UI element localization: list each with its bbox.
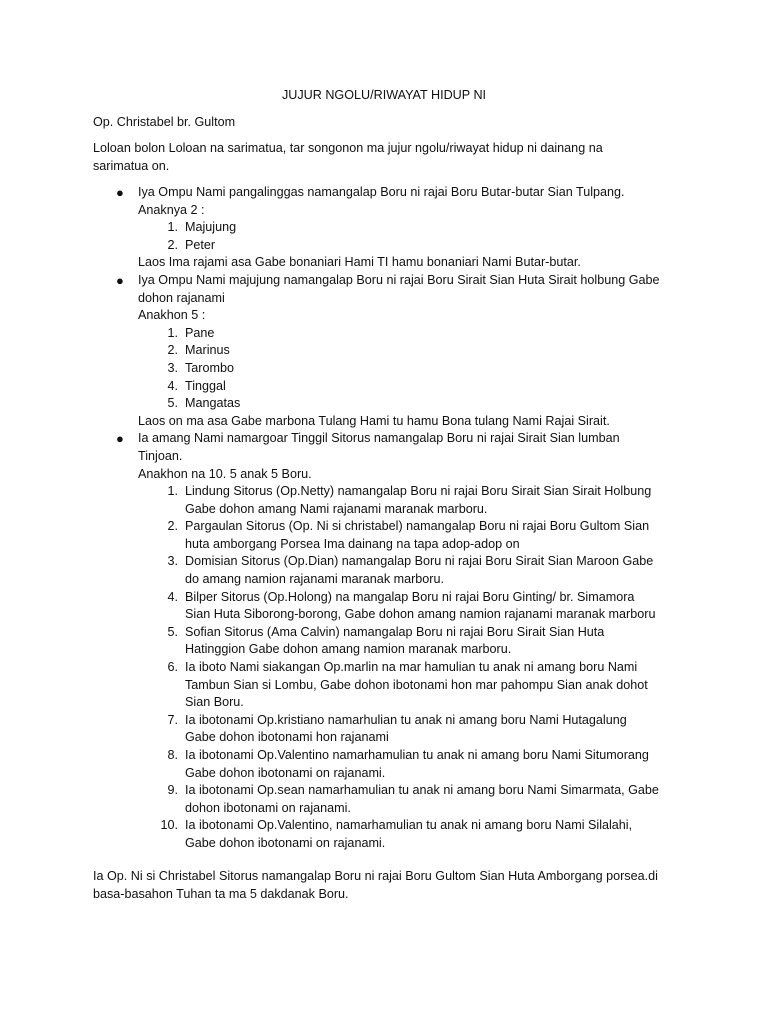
bullet-line: Anakhon na 10. 5 anak 5 Boru. [138, 466, 312, 481]
list-item: 1. Pane [167, 325, 215, 340]
list-item: 2. Pargaulan Sitorus (Op. Ni si christabel) namangalap Boru ni rajai Boru Gultom Sian huta amborgang Porsea Ima dainang na tapa adop-adop on [167, 519, 650, 551]
intro-line: sarimatua on. [93, 158, 170, 173]
document-title: JUJUR NGOLU/RIWAYAT HIDUP NI [281, 88, 487, 102]
bullet-line: Iya Ompu Nami majujung namangalap Boru ni rajai Boru Sirait Sian Huta Sirait holbung Gabe [138, 272, 660, 287]
bullet-line: Anakhon 5 : [138, 308, 206, 323]
closing-line: Ia Op. Ni si Christabel Sitorus namangalap Boru ni rajai Boru Gultom Sian Huta Amborgang porsea.di [93, 869, 658, 883]
closing-line: basa-basahon Tuhan ta ma 5 dakdanak Boru. [93, 886, 349, 901]
closing-paragraph [93, 868, 693, 903]
list-item: 5. Mangatas [167, 396, 241, 411]
bullet-item [93, 430, 683, 852]
intro-line: Loloan bolon Loloan na sarimatua, tar songonon ma jujur ngolu/riwayat hidup ni dainang na [93, 141, 603, 155]
child-list [138, 483, 683, 852]
bullet-line: Iya Ompu Nami pangalinggas namangalap Boru ni rajai Boru Butar-butar Sian Tulpang. [138, 185, 625, 199]
bullet-dot-icon: ● [116, 431, 124, 447]
list-item: 2. Marinus [167, 343, 230, 358]
child-list [138, 325, 683, 413]
list-item: 9. Ia ibotonami Op.sean namarhamulian tu anak ni amang boru Nami Simarmata, Gabe dohon ibotonami on rajanami. [167, 783, 659, 815]
bullet-dot-icon: ● [116, 185, 124, 200]
list-item: 2. Peter [167, 237, 216, 252]
list-item: 10. Ia ibotonami Op.Valentino, namarhamulian tu anak ni amang boru Nami Silalahi, Gabe dohon ibotonami on rajanami. [160, 818, 633, 850]
subject-name: Op. Christabel br. Gultom [93, 115, 236, 129]
bullet-line: dohon rajanami [138, 290, 225, 305]
list-item: 4. Tinggal [167, 378, 226, 393]
list-item: 7. Ia ibotonami Op.kristiano namarhulian tu anak ni amang boru Nami Hutagalung Gabe dohon ibotonami hon rajanami [167, 712, 627, 745]
list-item: 8. Ia ibotonami Op.Valentino namarhamulian tu anak ni amang boru Nami Situmorang Gabe dohon ibotonami on rajanami. [167, 748, 649, 780]
bullet-line: Anaknya 2 : [138, 202, 205, 217]
bullet-line: Ia amang Nami namargoar Tinggil Sitorus namangalap Boru ni rajai Sirait Sian lumban [138, 431, 620, 446]
intro-paragraph [93, 140, 693, 175]
bullet-dot-icon: ● [116, 272, 124, 288]
list-item: 6. Ia iboto Nami siakangan Op.marlin na mar hamulian tu anak ni amang boru Nami Tambun Sian si Lombu, Gabe dohon ibotonami hon mar pahompu Sian anak dohot Sian Boru. [167, 660, 648, 710]
list-item: 5. Sofian Sitorus (Ama Calvin) namangalap Boru ni rajai Boru Sirait Sian Huta Hatinggion Gabe dohon amang namion maranak marboru. [167, 624, 605, 657]
bullet-item [93, 184, 683, 272]
bullet-item [93, 272, 683, 430]
bullet-line: Tinjoan. [138, 448, 183, 463]
list-item: 4. Bilper Sitorus (Op.Holong) na mangalap Boru ni rajai Boru Ginting/ br. Simamora Sian Huta Siborong-borong, Gabe dohon amang namion rajanami maranak marboru [167, 589, 656, 622]
list-item: 1. Majujung [167, 220, 237, 235]
list-item: 3. Domisian Sitorus (Op.Dian) namangalap Boru ni rajai Boru Sirait Sian Maroon Gabe do amang namion rajanami maranak marboru. [167, 554, 654, 587]
bullet-after-line: Laos on ma asa Gabe marbona Tulang Hami tu hamu Bona tulang Nami Rajai Sirait. [138, 413, 610, 428]
bullet-after-line: Laos Ima rajami asa Gabe bonaniari Hami TI hamu bonaniari Nami Butar-butar. [138, 255, 581, 270]
bullet-list [93, 184, 683, 853]
child-list [138, 219, 683, 254]
list-item: 1. Lindung Sitorus (Op.Netty) namangalap Boru ni rajai Boru Sirait Sian Sirait Holbung Gabe dohon amang Nami rajanami maranak marboru. [167, 484, 652, 516]
list-item: 3. Tarombo [167, 360, 234, 375]
